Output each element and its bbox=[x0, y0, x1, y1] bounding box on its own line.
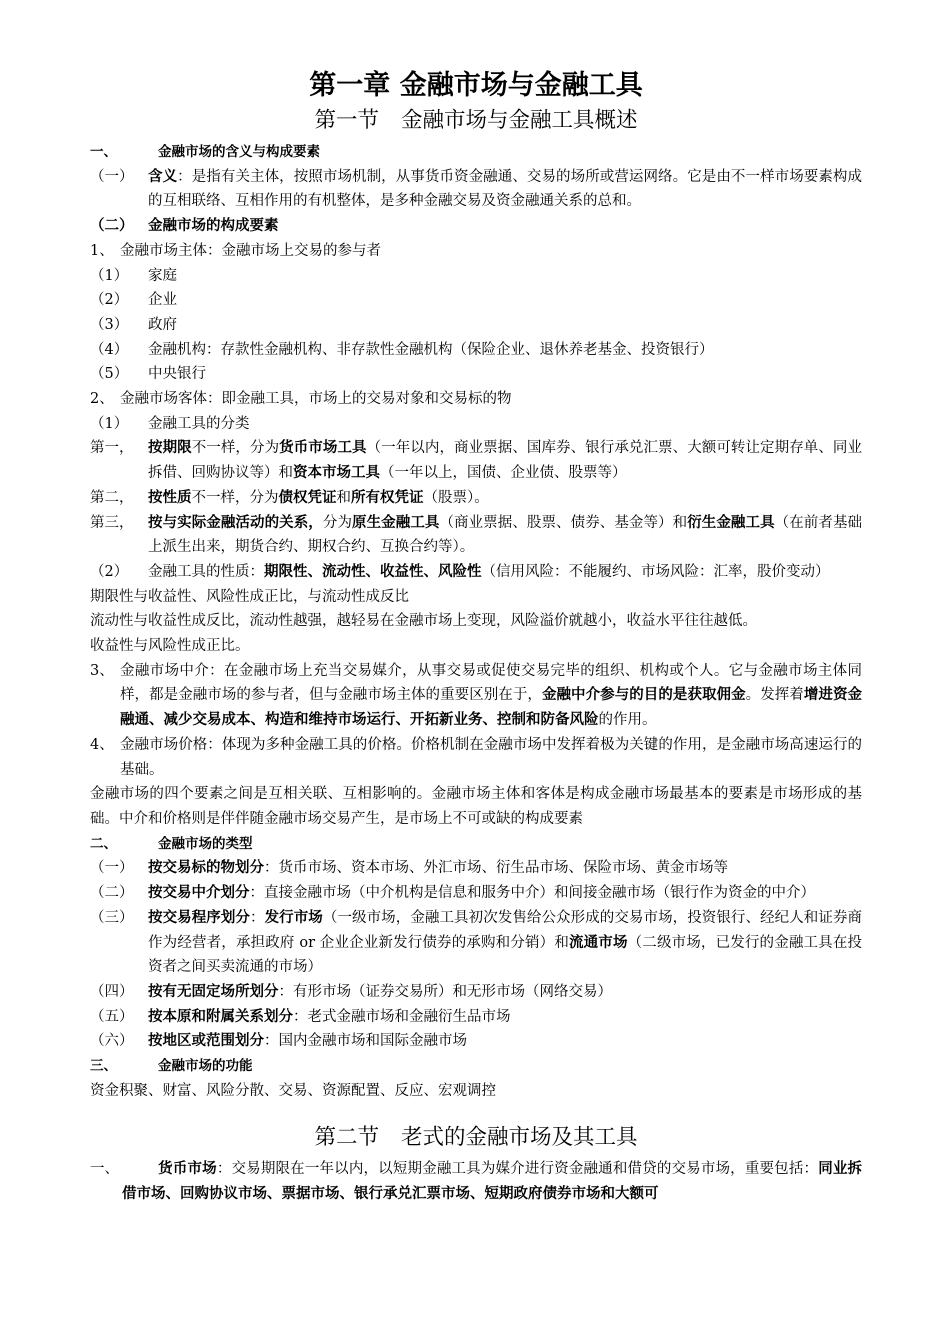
subheading-elements: （二） 金融市场的构成要素 bbox=[90, 217, 279, 235]
chapter-title: 第一章 金融市场与金融工具 bbox=[309, 70, 643, 101]
item-intermediary: 3、 金融市场中介：在金融市场上充当交易媒介，从事交易或促使交易完毕的组织、机构或个人。它与金融市场主体同样，都是金融市场的参与者，但与金融市场主体的重要区别在于，金融中介参与的目的是获取佣金。发挥着增进资金融通、减少交易成本、构造和维持市场运行、开拓新业务、控制和防备风险的作用。 bbox=[90, 662, 863, 729]
type-item: （四） 按有无固定场所划分：有形市场（证券交易所）和无形市场（网络交易） bbox=[90, 982, 612, 1000]
list-item: （4） 金融机构：存款性金融机构、非存款性金融机构（保险企业、退休养老基金、投资银行） bbox=[90, 341, 714, 358]
section-title-2 bbox=[90, 1123, 862, 1157]
list-item: （2） 企业 bbox=[90, 292, 177, 309]
section-title bbox=[90, 106, 862, 140]
type-item: （三） 按交易程序划分：发行市场（一级市场，金融工具初次发售给公众形成的交易市场，投资银行、经纪人和证券商作为经营者，承担政府 or 企业企业新发行债券的承购和分销）和流通市场（二级市场，已发行的金融工具在投资者之间买卖流通的市场） bbox=[90, 908, 863, 976]
heading-3: 三、 金融市场的功能 bbox=[90, 1058, 253, 1075]
list-item: （1） 家庭 bbox=[90, 267, 177, 284]
classification-second: 第二， 按性质不一样，分为债权凭证和所有权凭证（股票）。 bbox=[90, 488, 489, 506]
classification-third: 第三， 按与实际金融活动的关系，分为原生金融工具（商业票据、股票、债券、基金等）和衍生金融工具（在前者基础上派生出来，期货合约、期权合约、互换合约等）。 bbox=[90, 513, 863, 556]
section-number: 第一节 bbox=[314, 108, 379, 133]
paragraph: 收益性与风险性成正比。 bbox=[90, 638, 250, 655]
paragraph: 流动性与收益性成反比，流动性越强，越轻易在金融市场上变现，风险溢价就越小，收益水平往往越低。 bbox=[90, 613, 757, 630]
type-item: （五） 按本原和附属关系划分：老式金融市场和金融衍生品市场 bbox=[90, 1007, 511, 1025]
document-page bbox=[90, 66, 862, 1207]
list-item: （5） 中央银行 bbox=[90, 366, 206, 383]
section-name: 金融市场与金融工具概述 bbox=[401, 108, 638, 133]
money-market-paragraph: 一、 货币市场：交易期限在一年以内，以短期金融工具为媒介进行资金融通和借贷的交易市场，重要包括：同业拆借市场、回购协议市场、票据市场、银行承兑汇票市场、短期政府债券市场和大额可 bbox=[90, 1160, 863, 1203]
paragraph: 资金积聚、财富、风险分散、交易、资源配置、反应、宏观调控 bbox=[90, 1082, 496, 1099]
type-item: （二） 按交易中介划分：直接金融市场（中介机构是信息和服务中介）和间接金融市场（银行作为资金的中介） bbox=[90, 884, 815, 902]
list-item: （1） 金融工具的分类 bbox=[90, 415, 250, 432]
heading-2: 二、 金融市场的类型 bbox=[90, 835, 253, 852]
paragraph: 金融市场的四个要素之间是互相关联、互相影响的。金融市场主体和客体是构成金融市场最基本的要素是市场形成的基础。中介和价格则是伴伴随金融市场交易产生，是市场上不可或缺的构成要素 bbox=[90, 786, 862, 827]
type-item: （一） 按交易标的物划分：货币市场、资本市场、外汇市场、衍生品市场、保险市场、黄金市场等 bbox=[90, 859, 728, 877]
classification-first: 第一， 按期限不一样，分为货币市场工具（一年以内，商业票据、国库券、银行承兑汇票、大额可转让定期存单、同业拆借、回购协议等）和资本市场工具（一年以上，国债、企业债、股票等） bbox=[90, 439, 862, 482]
item-subject: 1、 金融市场主体：金融市场上交易的参与者 bbox=[90, 242, 381, 259]
type-item: （六） 按地区或范围划分：国内金融市场和国际金融市场 bbox=[90, 1032, 467, 1050]
item-object: 2、 金融市场客体：即金融工具，市场上的交易对象和交易标的物 bbox=[90, 391, 512, 408]
list-item: （3） 政府 bbox=[90, 316, 177, 333]
item-price: 4、 金融市场价格：体现为多种金融工具的价格。价格机制在金融市场中发挥着极为关键的作用，是金融市场高速运行的基础。 bbox=[90, 736, 862, 778]
section-number: 第二节 bbox=[314, 1125, 379, 1151]
heading-1: 一、 金融市场的含义与构成要素 bbox=[90, 144, 320, 160]
instrument-properties: （2） 金融工具的性质：期限性、流动性、收益性、风险性（信用风险：不能履约、市场风险：汇率，股价变动） bbox=[90, 562, 830, 580]
definition-paragraph: （一） 含义：是指有关主体，按照市场机制，从事货币资金融通、交易的场所或营运网络。它是由不一样市场要素构成的互相联络、互相作用的有机整体，是多种金融交易及资金融通关系的总和。 bbox=[90, 167, 863, 210]
section-name: 老式的金融市场及其工具 bbox=[401, 1125, 638, 1151]
paragraph: 期限性与收益性、风险性成正比，与流动性成反比 bbox=[90, 588, 409, 605]
